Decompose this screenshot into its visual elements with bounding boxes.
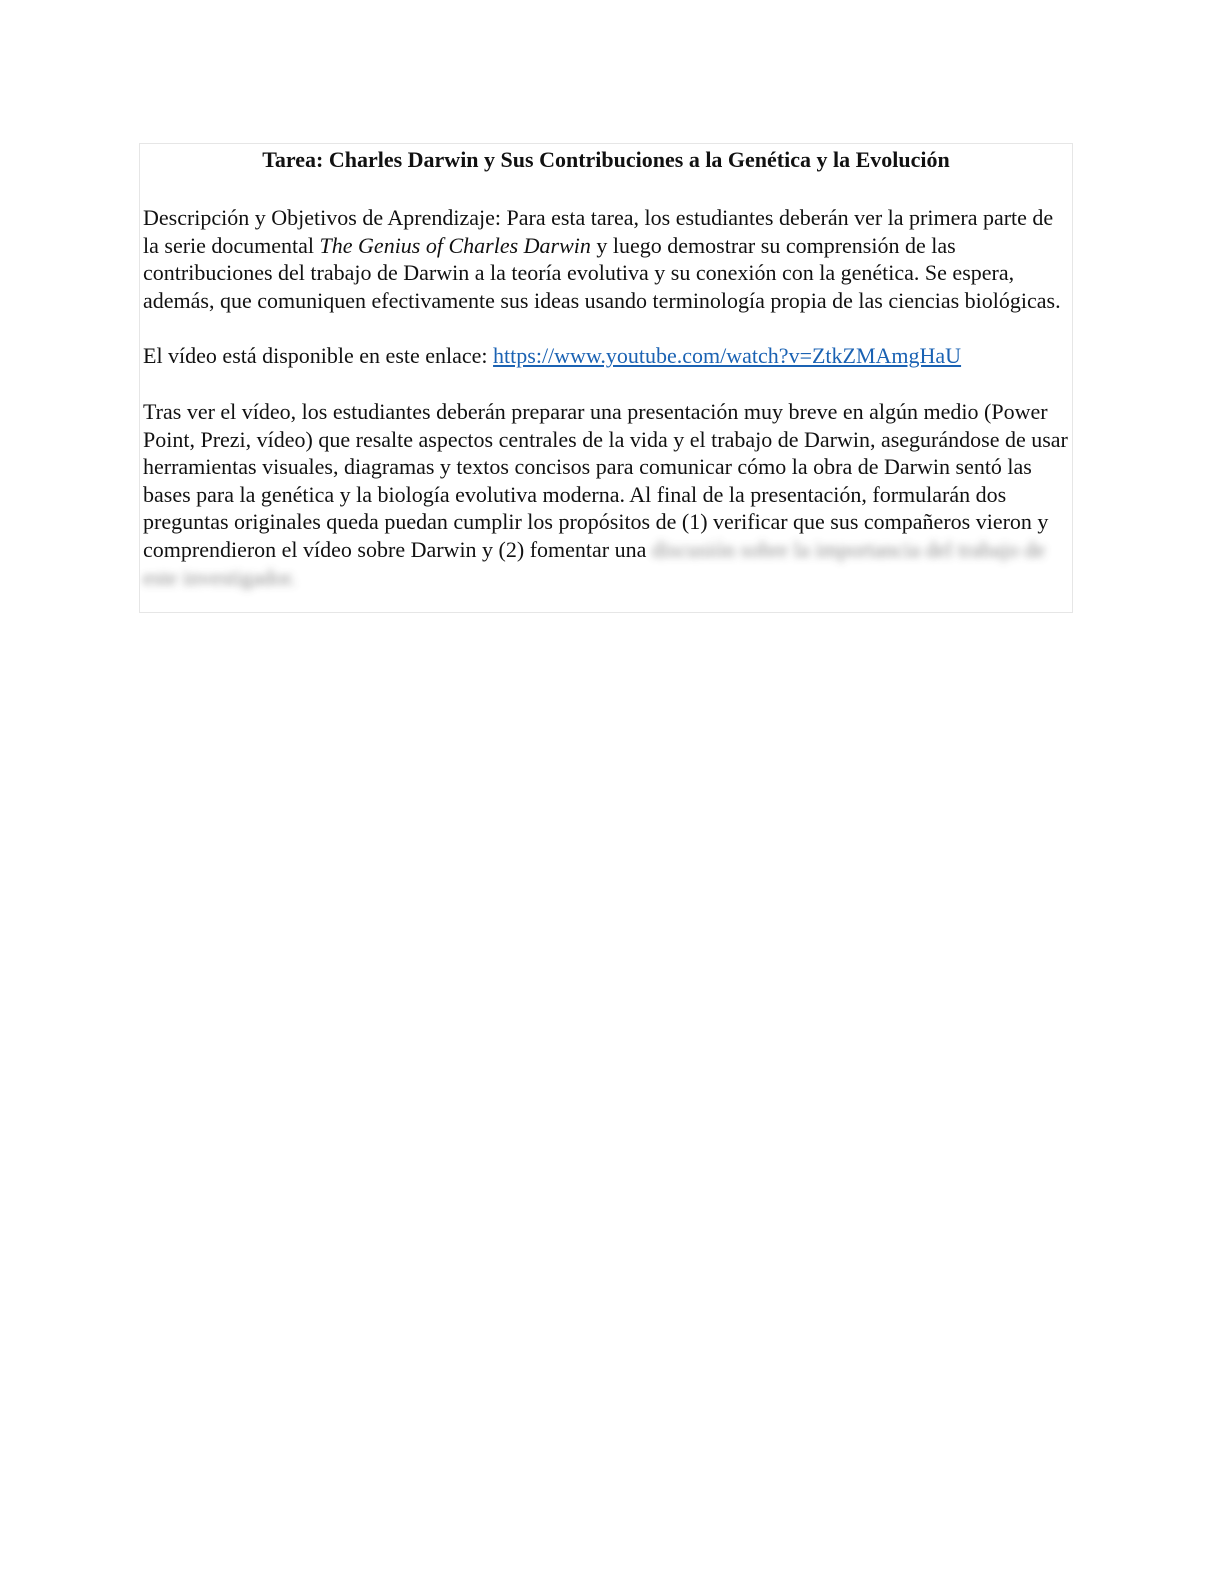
description-paragraph (143, 204, 1069, 314)
bottom-fade (140, 594, 1072, 612)
document-excerpt (139, 143, 1073, 613)
description-text-start: Descripción y Objetivos de Aprendizaje: Para esta tarea, los estudiantes deberán ver la primera parte de la serie documental (143, 205, 1054, 258)
instructions-paragraph (143, 398, 1069, 591)
blurred-text: discusión sobre la importancia del trabajo de este investigador. (143, 536, 1046, 590)
video-link-intro: El vídeo está disponible en este enlace: (143, 343, 494, 369)
documentary-title: The Genius of Charles Darwin (319, 232, 591, 258)
description-text-end: y luego demostrar su comprensión de las contribuciones del trabajo de Darwin a la teoría evolutiva y su conexión con la genética. Se espera, además, que comuniquen efectivamente sus ideas usando terminología propia de las ciencias biológicas. (143, 232, 1061, 313)
youtube-video-link[interactable]: https://www.youtube.com/watch?v=ZtkZMAmgHaU (493, 343, 962, 369)
document-content (140, 146, 1072, 591)
video-link-paragraph (143, 342, 1069, 370)
instructions-text: Tras ver el vídeo, los estudiantes deberán preparar una presentación muy breve en algún medio (Power Point, Prezi, vídeo) que resalte aspectos centrales de la vida y el trabajo de Darwin, asegurándose de usar herramientas visuales, diagramas y textos concisos para comunicar cómo la obra de Darwin sentó las bases para la genética y la biología evolutiva moderna. Al final de la presentación, formularán dos preguntas originales queda puedan cumplir los propósitos de (1) verificar que sus compañeros vieron y comprendieron el vídeo sobre Darwin y (2) fomentar una (143, 398, 1068, 562)
document-title: Tarea: Charles Darwin y Sus Contribuciones a la Genética y la Evolución (262, 147, 950, 172)
